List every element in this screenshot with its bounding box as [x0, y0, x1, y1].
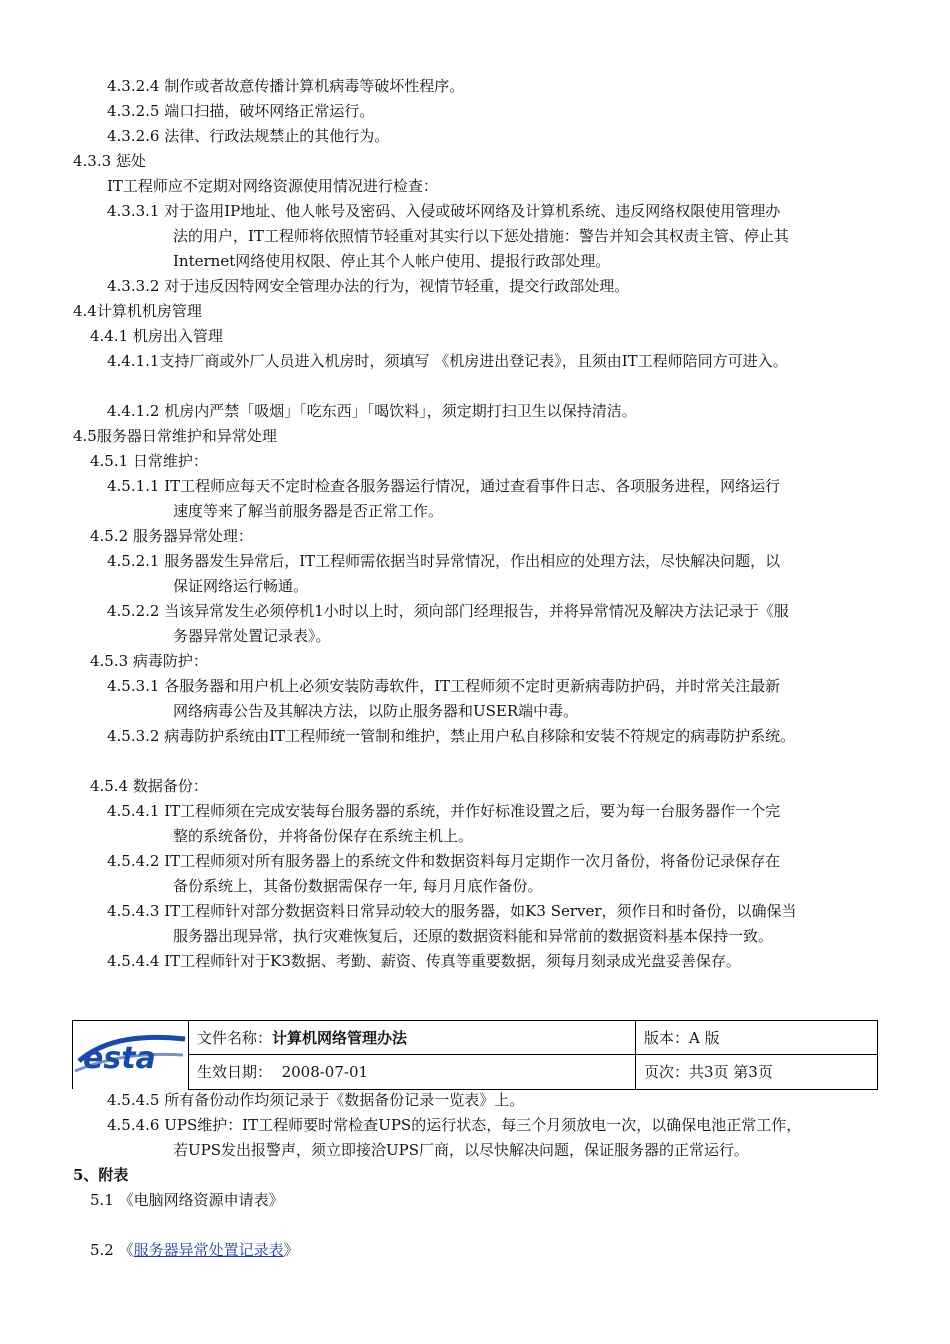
document-info-table [72, 1020, 877, 1086]
clause-4-5-4-3-cont: 服务器出现异常，执行灾难恢复后，还原的数据资料能和异常前的数据资料基本保持一致。 [173, 927, 774, 945]
clause-4-5-4-5: 4.5.4.5 所有备份动作均须记录于《数据备份记录一览表》上。 [107, 1091, 525, 1109]
clause-4-4-1-1: 4.4.1.1支持厂商或外厂人员进入机房时，须填写 《机房进出登记表》，且须由IT工程师陪同方可进入。 [107, 352, 788, 370]
clause-4-5-4-6: 4.5.4.6 UPS维护：IT工程师要时常检查UPS的运行状态，每三个月须放电一次，以确保电池正常工作， [107, 1116, 802, 1134]
section-5-heading: 5、附表 [73, 1166, 129, 1184]
effective-date-value: 2008-07-01 [281, 1063, 369, 1082]
file-name-value: 计算机网络管理办法 [272, 1029, 408, 1048]
file-name-cell [189, 1021, 636, 1055]
clause-4-5-3-1: 4.5.3.1 各服务器和用户机上必须安装防毒软件，IT工程师须不定时更新病毒防护码，并时常关注最新 [107, 677, 781, 695]
clause-4-5-4-4: 4.5.4.4 IT工程师针对于K3数据、考勤、薪资、传真等重要数据，须每月刻录成光盘妥善保存。 [107, 952, 741, 970]
section-4-3-3-heading: 4.3.3 惩处 [73, 152, 146, 170]
section-4-5-3-heading: 4.5.3 病毒防护： [90, 652, 208, 670]
clause-4-5-4-6-cont: 若UPS发出报警声，须立即接洽UPS厂商，以尽快解决问题，保证服务器的正常运行。 [173, 1141, 750, 1159]
clause-4-5-3-1-cont: 网络病毒公告及其解决方法，以防止服务器和USER端中毒。 [173, 702, 579, 720]
effective-date-cell [189, 1055, 636, 1089]
company-logo [73, 1021, 189, 1090]
section-4-5-heading: 4.5服务器日常维护和异常处理 [73, 427, 277, 445]
clause-4-3-2-5: 4.3.2.5 端口扫描，破坏网络正常运行。 [107, 102, 375, 120]
svg-text:esta: esta [83, 1041, 156, 1076]
clause-4-5-1-1: 4.5.1.1 IT工程师应每天不定时检查各服务器运行情况，通过查看事件日志、各项服务进程，网络运行 [107, 477, 781, 495]
clause-4-5-4-2: 4.5.4.2 IT工程师须对所有服务器上的系统文件和数据资料每月定期作一次月备份，将备份记录保存在 [107, 852, 781, 870]
clause-4-5-4-3: 4.5.4.3 IT工程师针对部分数据资料日常异动较大的服务器，如K3 Server，须作日和时备份，以确保当 [107, 902, 797, 920]
esta-logo-icon [73, 1021, 187, 1085]
effective-date-label: 生效日期： [197, 1063, 273, 1082]
clause-4-5-4-1: 4.5.4.1 IT工程师须在完成安装每台服务器的系统，并作好标准设置之后，要为每一台服务器作一个完 [107, 802, 781, 820]
clause-4-4-1-2: 4.4.1.2 机房内严禁「吸烟」「吃东西」「喝饮料」，须定期打扫卫生以保持清洁。 [107, 402, 637, 420]
appendix-5-1: 5.1 《电脑网络资源申请表》 [90, 1191, 284, 1209]
clause-4-3-3-1: 4.3.3.1 对于盗用IP地址、他人帐号及密码、入侵或破坏网络及计算机系统、违反网络权限使用管理办 [107, 202, 781, 220]
clause-4-5-4-2-cont: 备份系统上，其备份数据需保存一年, 每月月底作备份。 [173, 877, 543, 895]
section-4-4-heading: 4.4计算机机房管理 [73, 302, 202, 320]
server-exception-record-link[interactable]: 服务器异常处置记录表 [133, 1241, 284, 1259]
clause-4-5-3-2: 4.5.3.2 病毒防护系统由IT工程师统一管制和维护，禁止用户私自移除和安装不符规定的病毒防护系统。 [107, 727, 796, 745]
clause-4-5-2-1-cont: 保证网络运行畅通。 [173, 577, 309, 595]
clause-4-3-2-4: 4.3.2.4 制作或者故意传播计算机病毒等破坏性程序。 [107, 77, 465, 95]
clause-4-5-1-1-cont: 速度等来了解当前服务器是否正常工作。 [173, 502, 444, 520]
appendix-5-2-suffix: 》 [283, 1241, 299, 1259]
clause-4-3-2-6: 4.3.2.6 法律、行政法规禁止的其他行为。 [107, 127, 390, 145]
clause-4-3-3-1-cont: Internet网络使用权限、停止其个人帐户使用、提报行政部处理。 [173, 252, 611, 270]
clause-4-5-2-2: 4.5.2.2 当该异常发生必须停机1小时以上时，须向部门经理报告，并将异常情况及解决方法记录于《服 [107, 602, 789, 620]
version-cell: 版本：A 版 [636, 1021, 878, 1055]
clause-4-5-4-1-cont: 整的系统备份，并将备份保存在系统主机上。 [173, 827, 474, 845]
file-name-label: 文件名称： [197, 1029, 273, 1048]
page-info-cell: 页次：共3页 第3页 [636, 1055, 878, 1089]
appendix-5-2-prefix: 5.2 《 [90, 1241, 134, 1259]
clause-4-3-3-1-cont: 法的用户，IT工程师将依照情节轻重对其实行以下惩处措施：警告并知会其权责主管、停止其 [173, 227, 789, 245]
clause-4-3-3-2: 4.3.3.2 对于违反因特网安全管理办法的行为，视情节轻重，提交行政部处理。 [107, 277, 630, 295]
paragraph-inspection: IT工程师应不定期对网络资源使用情况进行检查： [107, 177, 438, 195]
clause-4-5-2-2-cont: 务器异常处置记录表》。 [173, 627, 331, 645]
clause-4-5-2-1: 4.5.2.1 服务器发生异常后，IT工程师需依据当时异常情况，作出相应的处理方法，尽快解决问题，以 [107, 552, 781, 570]
section-4-5-4-heading: 4.5.4 数据备份： [90, 777, 208, 795]
section-4-4-1-heading: 4.4.1 机房出入管理 [90, 327, 223, 345]
section-4-5-2-heading: 4.5.2 服务器异常处理： [90, 527, 253, 545]
appendix-5-2 [90, 1240, 299, 1260]
section-4-5-1-heading: 4.5.1 日常维护： [90, 452, 208, 470]
